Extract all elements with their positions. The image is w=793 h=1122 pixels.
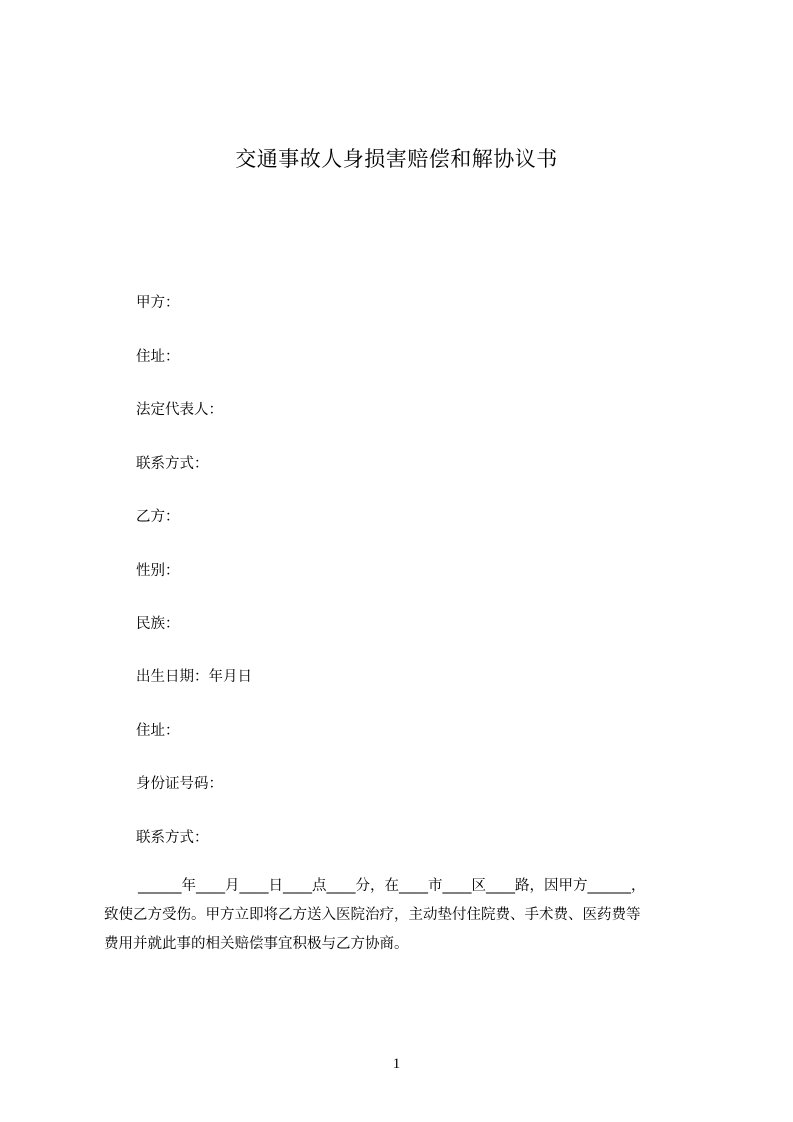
- field-party-b: 乙方：: [136, 509, 180, 525]
- field-address: 住址：: [136, 349, 180, 365]
- field-birth-date: 出生日期：年月日: [136, 669, 252, 685]
- field-legal-representative: 法定代表人：: [136, 402, 223, 418]
- field-contact: 联系方式：: [136, 456, 209, 472]
- incident-paragraph: [104, 872, 704, 959]
- field-gender: 性别：: [136, 563, 180, 579]
- field-ethnicity: 民族：: [136, 616, 180, 632]
- field-party-a: 甲方：: [136, 295, 180, 311]
- paragraph-line-2: 致使乙方受伤。甲方立即将乙方送入医院治疗，主动垫付住院费、手术费、医药费等: [104, 907, 641, 923]
- document-title: 交通事故人身损害赔偿和解协议书: [235, 147, 558, 171]
- field-id-number: 身份证号码：: [136, 776, 223, 792]
- field-address-b: 住址：: [136, 723, 180, 739]
- page-number: 1: [392, 1056, 401, 1072]
- paragraph-line-1: ______年____月____日____点____分，在____市____区____路，因甲方______，: [138, 878, 646, 894]
- field-contact-b: 联系方式：: [136, 830, 209, 846]
- paragraph-line-3: 费用并就此事的相关赔偿事宜积极与乙方协商。: [104, 936, 409, 952]
